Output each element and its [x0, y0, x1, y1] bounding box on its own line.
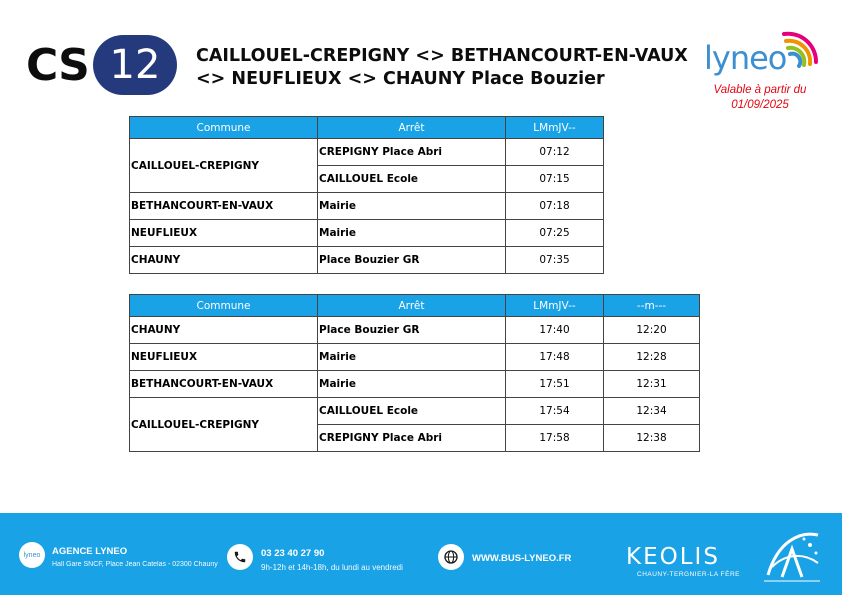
- agency-logo-icon: [19, 542, 45, 568]
- time-cell: 17:54: [506, 398, 604, 425]
- agency-logo-text: lyneo: [23, 551, 41, 559]
- route-prefix: CS: [26, 40, 89, 91]
- time-cell: 17:51: [506, 371, 604, 398]
- phone-number[interactable]: 03 23 40 27 90: [261, 548, 325, 559]
- agency-title: AGENCE LYNEO: [52, 546, 128, 557]
- table-header-row: [130, 295, 700, 317]
- table-row: [130, 317, 700, 344]
- stop-cell: CAILLOUEL Ecole: [318, 166, 506, 193]
- commune-cell: NEUFLIEUX: [130, 344, 318, 371]
- table-row: [130, 398, 700, 425]
- header-commune: Commune: [130, 295, 318, 317]
- time-cell: 07:12: [506, 139, 604, 166]
- header-commune: Commune: [130, 117, 318, 139]
- stop-cell: Place Bouzier GR: [318, 247, 506, 274]
- agglomeration-logo-icon: [758, 523, 824, 587]
- table-row: [130, 344, 700, 371]
- time-cell: 07:35: [506, 247, 604, 274]
- lyneo-logo: [704, 22, 820, 78]
- commune-cell: CAILLOUEL-CREPIGNY: [130, 139, 318, 193]
- validity-date: 01/09/2025: [731, 99, 789, 111]
- time-cell: 17:58: [506, 425, 604, 452]
- operator-subtitle: CHAUNY-TERGNIER-LA FÈRE: [637, 571, 740, 578]
- website-link[interactable]: WWW.BUS-LYNEO.FR: [472, 553, 572, 564]
- stop-cell: Mairie: [318, 371, 506, 398]
- header-stop: Arrêt: [318, 295, 506, 317]
- stop-cell: CAILLOUEL Ecole: [318, 398, 506, 425]
- stop-cell: Mairie: [318, 193, 506, 220]
- commune-cell: CHAUNY: [130, 247, 318, 274]
- header-stop: Arrêt: [318, 117, 506, 139]
- time-cell: 12:34: [604, 398, 700, 425]
- table-row: [130, 139, 604, 166]
- time-cell: 17:40: [506, 317, 604, 344]
- time-cell: 07:25: [506, 220, 604, 247]
- header-days-alt: --m---: [604, 295, 700, 317]
- line-number-badge: 12: [93, 35, 177, 95]
- agency-block: [52, 546, 218, 568]
- route-title: [196, 45, 696, 91]
- globe-icon: [438, 544, 464, 570]
- time-cell: 12:38: [604, 425, 700, 452]
- stop-cell: Mairie: [318, 344, 506, 371]
- time-cell: 12:20: [604, 317, 700, 344]
- agency-address: Hall Gare SNCF, Place Jean Catelas - 02300 Chauny: [52, 561, 218, 568]
- time-cell: 17:48: [506, 344, 604, 371]
- logo-text: lyneo: [704, 39, 787, 77]
- commune-cell: NEUFLIEUX: [130, 220, 318, 247]
- route-title-line2: <> NEUFLIEUX <> CHAUNY Place Bouzier: [196, 69, 605, 89]
- stop-cell: Place Bouzier GR: [318, 317, 506, 344]
- commune-cell: CAILLOUEL-CREPIGNY: [130, 398, 318, 452]
- header-days: LMmJV--: [506, 295, 604, 317]
- stop-cell: Mairie: [318, 220, 506, 247]
- timetable-morning: [129, 116, 604, 274]
- header-days: LMmJV--: [506, 117, 604, 139]
- validity-label: Valable à partir du: [713, 84, 807, 96]
- time-cell: 12:31: [604, 371, 700, 398]
- stop-cell: CREPIGNY Place Abri: [318, 139, 506, 166]
- commune-cell: BETHANCOURT-EN-VAUX: [130, 193, 318, 220]
- operator-logo: KEOLIS: [626, 544, 720, 570]
- table-header-row: [130, 117, 604, 139]
- time-cell: 07:15: [506, 166, 604, 193]
- phone-icon: [227, 544, 253, 570]
- commune-cell: BETHANCOURT-EN-VAUX: [130, 371, 318, 398]
- table-row: [130, 193, 604, 220]
- time-cell: 12:28: [604, 344, 700, 371]
- stop-cell: CREPIGNY Place Abri: [318, 425, 506, 452]
- footer-bar: [0, 513, 842, 595]
- commune-cell: CHAUNY: [130, 317, 318, 344]
- time-cell: 07:18: [506, 193, 604, 220]
- opening-hours: 9h-12h et 14h-18h, du lundi au vendredi: [261, 563, 403, 572]
- table-row: [130, 220, 604, 247]
- table-row: [130, 371, 700, 398]
- validity-notice: [696, 83, 824, 113]
- route-title-line1: CAILLOUEL-CREPIGNY <> BETHANCOURT-EN-VAUX: [196, 46, 688, 66]
- contact-block: [261, 548, 403, 572]
- table-row: [130, 247, 604, 274]
- timetable-afternoon: [129, 294, 700, 452]
